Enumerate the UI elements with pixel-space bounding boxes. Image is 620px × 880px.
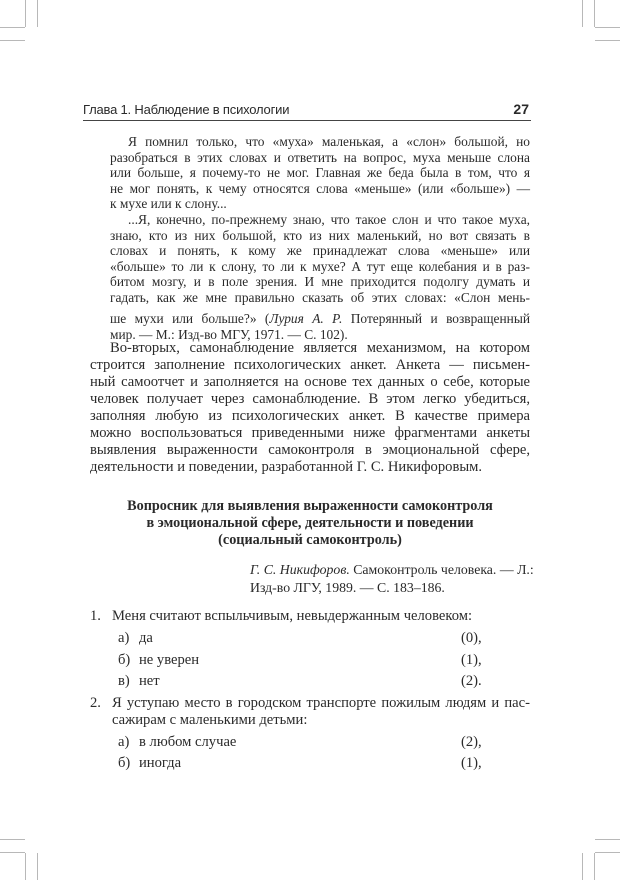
quote-source: Потерянный и возвращенный [342, 311, 530, 326]
quote-line: не мог понять, к чему относятся слова «меньше» (или «больше») — [110, 180, 530, 196]
question-number: 1. [90, 608, 101, 624]
option-letter: а) [118, 630, 130, 646]
option-text: да [139, 630, 153, 646]
title-line: Вопросник для выявления выраженности самоконтроля [127, 498, 493, 514]
quote-line: битом мозгу, и в поле зрения. И мне приходится подолгу думать и [110, 274, 530, 290]
quote-line: разобраться в этих словах и ответить на вопрос, муха меньше слона [110, 149, 530, 165]
quote-line: словах и понять, к кому же принадлежат слова «меньше» или [110, 243, 530, 259]
option-letter: б) [118, 755, 131, 771]
option-letter: в) [118, 673, 130, 689]
option-text: нет [139, 673, 160, 689]
source-title: Самоконтроль человека. — Л.: [349, 562, 534, 577]
body-line: заполняя любую из психологических анкет. В качестве примера [90, 408, 530, 424]
source-author: Г. С. Никифоров. [250, 562, 350, 577]
body-line: можно воспользоваться приведенными ниже фрагментами анкеты [90, 425, 530, 441]
option-score: (2), [461, 733, 482, 750]
quote-author: Лурия А. Р. [269, 311, 343, 326]
quote-line: к мухе или к слону... [110, 196, 227, 212]
body-line: ный самоотчет и заполняется на основе тех данных о себе, которые [90, 374, 530, 390]
option-letter: б) [118, 651, 131, 668]
quote-line: или больше, я почему-то не мог. Главная же беда была в том, что я [110, 165, 530, 181]
question-text: Я уступаю место в городском транспорте пожилым людям и пас- [112, 694, 530, 711]
option-text: не уверен [139, 651, 200, 668]
option-text: в любом случае [139, 733, 237, 750]
title-line: (социальный самоконтроль) [218, 532, 402, 548]
quote-text: ше мухи или больше?» ( [110, 311, 270, 326]
option-letter: а) [118, 733, 130, 750]
page-number: 27 [513, 101, 529, 117]
body-line: строится заполнение психологических анкет. Анкета — письмен- [90, 357, 530, 373]
body-line: деятельности и поведении, разработанной Г. С. Никифоровым. [90, 459, 483, 475]
quote-source-line: мир. — М.: Изд-во МГУ, 1971. — С. 102). [110, 327, 348, 342]
quote-line: ...Я, конечно, по-прежнему знаю, что такое слон и что такое муха, [128, 212, 530, 227]
quote-line: Я помнил только, что «муха» маленькая, а «слон» большой, но [128, 134, 530, 149]
quote-line: «больше» то ли к слону, то ли к мухе? А тут еще колебания и в раз- [110, 258, 530, 274]
option-score: (1), [461, 651, 482, 668]
body-line: человек получает через самонаблюдение. В этом легко убедиться, [90, 391, 530, 407]
option-score: (0), [461, 630, 482, 646]
quote-line: знаю, кто из них большой, кто из них маленький, но вот связать в [110, 227, 530, 243]
option-score: (1), [461, 755, 482, 771]
running-header [83, 102, 531, 121]
source-publisher: Изд-во ЛГУ, 1989. — С. 183–186. [250, 580, 445, 595]
question-text: сажирам с маленькими детьми: [112, 711, 308, 728]
question-text: Меня считают вспыльчивым, невыдержанным человеком: [112, 608, 473, 624]
question-number: 2. [90, 694, 101, 711]
quote-line: гадать, как же мне правильно сказать об этих словах: «Слон мень- [110, 290, 530, 305]
body-line: Во-вторых, самонаблюдение является механизмом, на котором [110, 340, 530, 356]
option-score: (2). [461, 673, 482, 689]
option-text: иногда [139, 755, 182, 771]
body-line: выявления выраженности самоконтроля в эмоциональной сфере, [90, 442, 530, 458]
title-line: в эмоциональной сфере, деятельности и поведении [146, 515, 474, 531]
chapter-title: Глава 1. Наблюдение в психологии [83, 102, 290, 117]
